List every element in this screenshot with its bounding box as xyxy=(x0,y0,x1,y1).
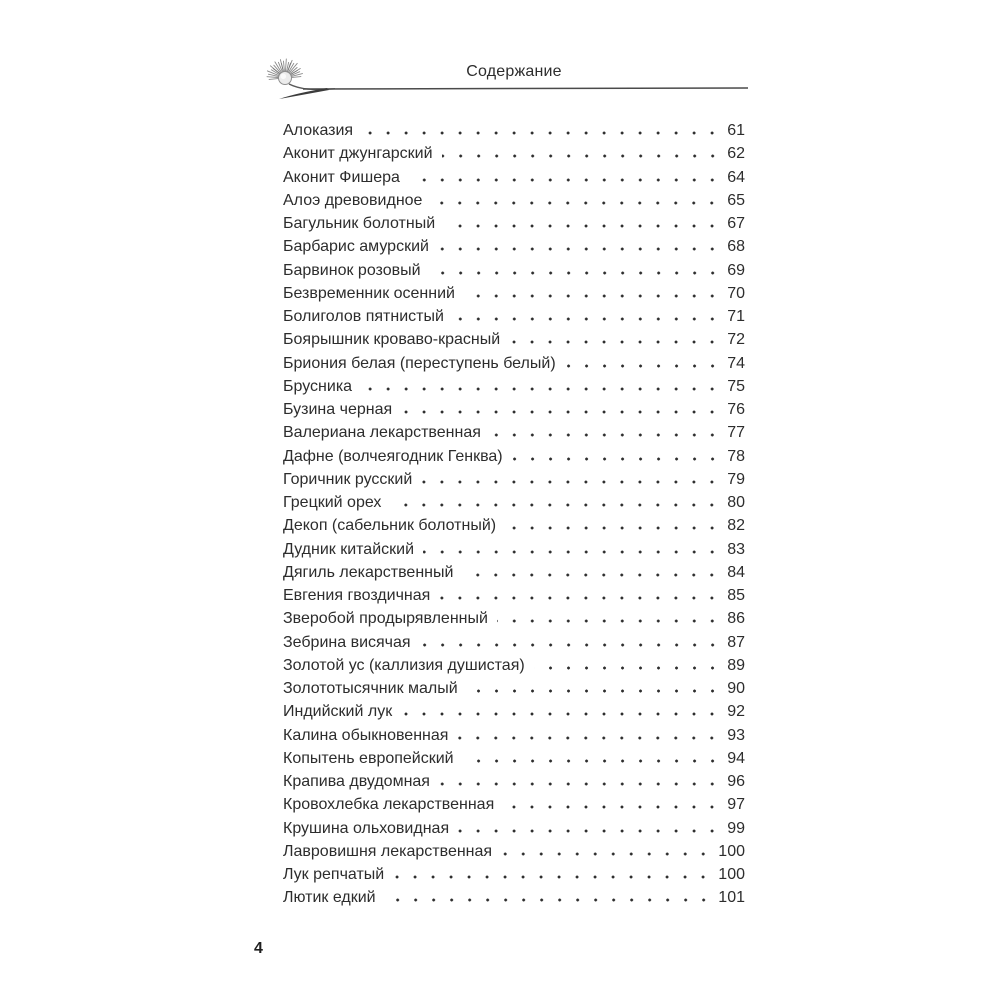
dot-leader xyxy=(409,178,721,182)
dot-leader xyxy=(430,271,722,275)
dot-leader xyxy=(361,387,721,391)
dot-leader xyxy=(362,131,721,135)
toc-entry-title: Дудник китайский xyxy=(283,540,415,558)
toc-entry xyxy=(283,654,745,677)
toc-entry-page: 68 xyxy=(727,238,745,256)
toc-entry-page: 71 xyxy=(727,308,745,325)
toc-entry xyxy=(283,259,745,282)
toc-entry-page: 67 xyxy=(727,215,745,232)
dot-leader xyxy=(503,805,721,809)
toc-entry-page: 82 xyxy=(727,517,745,535)
toc-entry xyxy=(283,724,745,747)
toc-entry-title: Крушина ольховидная xyxy=(283,819,450,837)
dot-leader xyxy=(420,643,722,647)
dot-leader xyxy=(442,154,722,158)
toc-entry-page: 76 xyxy=(727,401,745,418)
toc-entry-page: 93 xyxy=(727,726,745,744)
toc-entry-title: Барвинок розовый xyxy=(283,261,421,279)
toc-entry-page: 90 xyxy=(727,680,745,697)
toc-entry xyxy=(283,142,745,165)
toc-entry-title: Алоэ древовидное xyxy=(283,191,423,209)
toc-entry xyxy=(283,561,745,584)
toc-entry-page: 86 xyxy=(727,610,745,628)
dot-leader xyxy=(490,433,721,437)
toc-entry xyxy=(283,305,745,328)
dot-leader xyxy=(421,480,721,484)
toc-entry xyxy=(283,212,745,235)
dot-leader xyxy=(385,898,713,902)
toc-entry-title: Крапива двудомная xyxy=(283,773,430,790)
dot-leader xyxy=(453,317,721,321)
toc-entry-title: Аконит Фишера xyxy=(283,168,400,186)
dot-leader xyxy=(457,736,721,740)
toc-entry xyxy=(283,445,745,468)
toc-entry xyxy=(283,631,745,654)
toc-entry-title: Барбарис амурский xyxy=(283,238,429,256)
toc-entry-page: 89 xyxy=(727,656,745,674)
toc-entry-title: Алоказия xyxy=(283,122,354,139)
toc-entry xyxy=(283,538,745,561)
dot-leader xyxy=(467,689,722,693)
toc-entry xyxy=(283,491,745,514)
toc-entry xyxy=(283,863,745,886)
toc-entry-title: Безвременник осенний xyxy=(283,284,455,302)
toc-entry xyxy=(283,235,745,258)
toc-entry-page: 64 xyxy=(727,168,745,186)
dot-leader xyxy=(464,294,721,298)
toc-entry-title: Боярышник кроваво-красный xyxy=(283,331,501,349)
toc-entry xyxy=(283,375,745,398)
dot-leader xyxy=(439,596,721,600)
dot-leader xyxy=(534,666,722,670)
toc-entry-page: 79 xyxy=(727,470,745,488)
toc-entry-title: Аконит джунгарский xyxy=(283,145,433,163)
toc-entry-page: 62 xyxy=(727,145,745,163)
toc-entry xyxy=(283,840,745,863)
toc-entry xyxy=(283,747,745,770)
toc-entry-page: 85 xyxy=(727,587,745,604)
toc-entry xyxy=(283,700,745,723)
toc-entry-title: Кровохлебка лекарственная xyxy=(283,796,495,814)
dot-leader xyxy=(423,550,721,554)
toc-entry-title: Грецкий орех xyxy=(283,494,382,511)
toc-entry-page: 84 xyxy=(727,563,745,581)
dot-leader xyxy=(565,364,722,368)
toc-entry xyxy=(283,398,745,421)
toc-entry xyxy=(283,119,745,142)
dot-leader xyxy=(444,224,721,228)
toc-entry-page: 87 xyxy=(727,633,745,651)
toc-entry xyxy=(283,886,745,909)
toc-entry-page: 72 xyxy=(727,331,745,349)
page-number: 4 xyxy=(254,940,263,957)
dot-leader xyxy=(438,247,721,251)
toc-entry xyxy=(283,352,745,375)
toc-entry xyxy=(283,770,745,793)
toc-entry xyxy=(283,166,745,189)
toc-entry xyxy=(283,677,745,700)
toc-entry xyxy=(283,468,745,491)
toc-entry-title: Бриония белая (переступень белый) xyxy=(283,354,556,372)
dot-leader xyxy=(431,201,721,205)
toc-entry-page: 100 xyxy=(718,842,745,860)
toc-entry-title: Валериана лекарственная xyxy=(283,424,481,442)
toc-entry xyxy=(283,817,745,840)
toc-entry-page: 65 xyxy=(727,191,745,209)
toc-entry-page: 69 xyxy=(727,261,745,279)
toc-entry-page: 75 xyxy=(727,377,745,395)
toc-entry xyxy=(283,189,745,212)
toc-entry-title: Копытень европейский xyxy=(283,749,454,767)
toc-entry-title: Болиголов пятнистый xyxy=(283,308,444,325)
toc-entry-title: Золототысячник малый xyxy=(283,680,458,697)
toc-entry-title: Лук репчатый xyxy=(283,866,385,883)
toc-entry xyxy=(283,282,745,305)
dot-leader xyxy=(390,503,721,507)
toc-entry-page: 99 xyxy=(727,819,745,837)
dot-leader xyxy=(393,875,712,879)
toc-entry xyxy=(283,793,745,816)
dot-leader xyxy=(512,457,722,461)
toc-entry-page: 92 xyxy=(727,703,745,721)
toc-entry xyxy=(283,514,745,537)
toc-entry-page: 94 xyxy=(727,749,745,767)
toc-entry xyxy=(283,328,745,351)
dot-leader xyxy=(439,782,721,786)
toc-entry-title: Багульник болотный xyxy=(283,215,436,232)
toc-entry-title: Лютик едкий xyxy=(283,889,376,907)
toc-entry-page: 96 xyxy=(727,773,745,790)
toc-entry-page: 80 xyxy=(727,494,745,511)
toc-entry-title: Лавровишня лекарственная xyxy=(283,842,493,860)
toc-list xyxy=(283,119,745,910)
toc-entry-title: Горичник русский xyxy=(283,470,413,488)
dot-leader xyxy=(463,759,722,763)
toc-entry xyxy=(283,421,745,444)
dot-leader xyxy=(509,340,721,344)
dot-leader xyxy=(401,410,721,414)
toc-entry-title: Евгения гвоздичная xyxy=(283,587,431,604)
dot-leader xyxy=(401,712,721,716)
toc-entry-title: Дафне (волчеягодник Генква) xyxy=(283,447,503,465)
dot-leader xyxy=(501,852,712,856)
toc-entry-title: Калина обыкновенная xyxy=(283,726,449,744)
dot-leader xyxy=(505,526,721,530)
toc-entry-title: Зверобой продырявленный xyxy=(283,610,488,628)
toc-entry-title: Зебрина висячая xyxy=(283,633,411,651)
page-title: Содержание xyxy=(466,63,562,80)
dot-leader xyxy=(462,573,721,577)
toc-entry-title: Золотой ус (каллизия душистая) xyxy=(283,656,525,674)
toc-entry-page: 70 xyxy=(727,284,745,302)
toc-entry-page: 101 xyxy=(718,889,745,907)
toc-entry-page: 97 xyxy=(727,796,745,814)
toc-entry-title: Индийский лук xyxy=(283,703,393,721)
toc-entry-title: Дягиль лекарственный xyxy=(283,563,454,581)
toc-entry-page: 83 xyxy=(727,540,745,558)
toc-entry-page: 74 xyxy=(727,354,745,372)
toc-entry-title: Декоп (сабельник болотный) xyxy=(283,517,497,535)
toc-entry-page: 77 xyxy=(727,424,745,442)
toc-entry xyxy=(283,607,745,630)
dot-leader xyxy=(458,829,721,833)
toc-entry-page: 100 xyxy=(718,866,745,883)
toc-entry-page: 78 xyxy=(727,447,745,465)
toc-entry-title: Брусника xyxy=(283,377,353,395)
toc-entry-page: 61 xyxy=(727,122,745,139)
toc-entry xyxy=(283,584,745,607)
toc-entry-title: Бузина черная xyxy=(283,401,393,418)
dot-leader xyxy=(497,619,721,623)
